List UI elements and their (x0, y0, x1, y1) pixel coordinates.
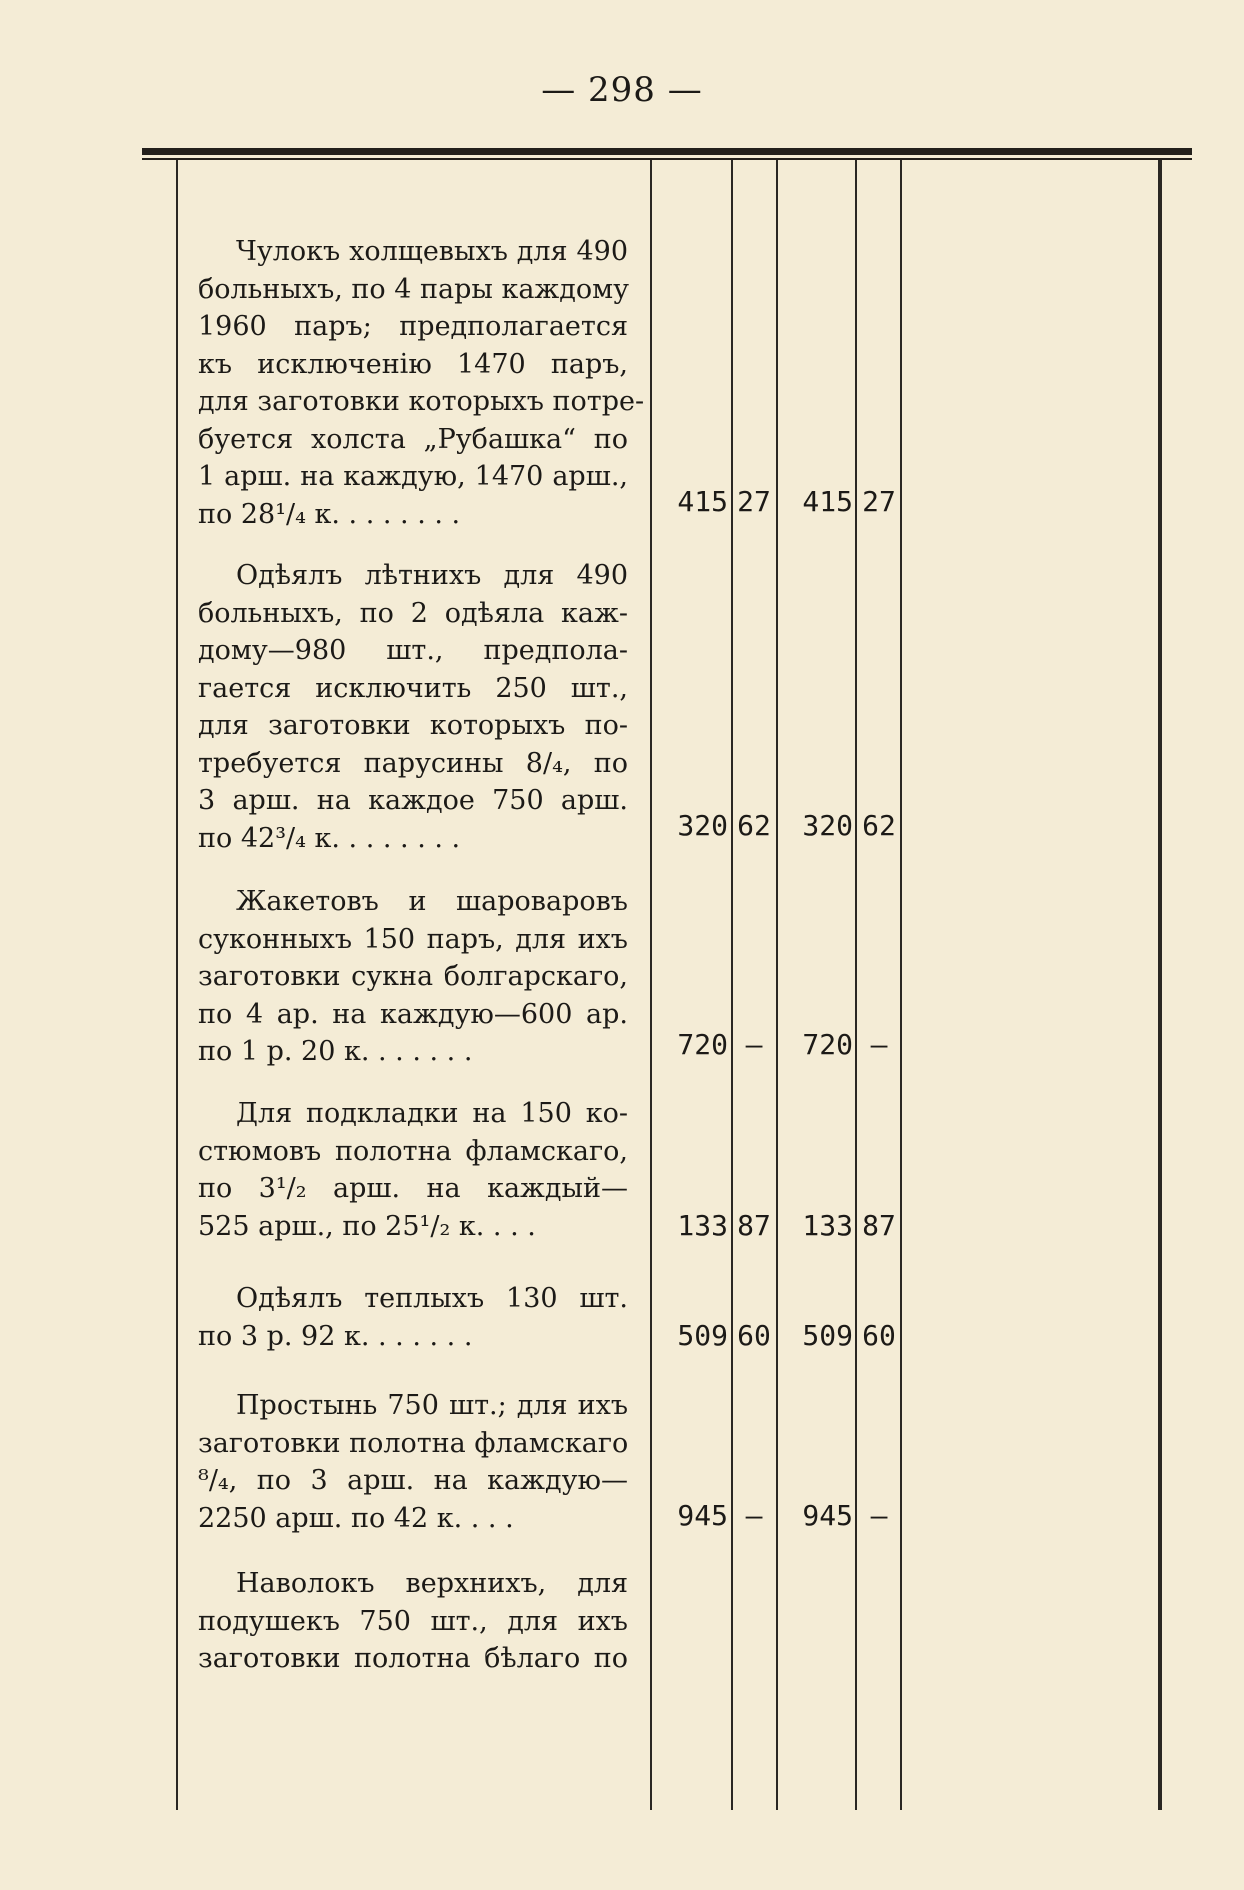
entry-line: гается исключить 250 шт., (198, 672, 628, 704)
amount2-rub: 320 (802, 809, 853, 842)
amount1-kop: 87 (737, 1209, 771, 1242)
amount1-kop: — (745, 1028, 763, 1061)
amount2-kop: — (870, 1028, 888, 1061)
entry-line: для заготовки которыхъ по- (198, 710, 628, 741)
entry-line: подушекъ 750 шт., для ихъ (198, 1605, 628, 1637)
amount1-kop: 62 (737, 809, 771, 842)
entry-line: 525 арш., по 25¹/₂ к. . . . (198, 1210, 536, 1242)
entry-line: Одѣялъ лѣтнихъ для 490 (236, 560, 628, 591)
entry-line: буется холста „Рубашка“ по (198, 423, 628, 455)
entry-line: заготовки полотна бѣлаго по (198, 1643, 628, 1674)
entry (198, 1280, 628, 1355)
entry-line: по 42³/₄ к. . . . . . . . (198, 822, 461, 854)
amount1-kop: — (745, 1499, 763, 1532)
entry-line: Одѣялъ теплыхъ 130 шт. (236, 1283, 628, 1314)
header-rule (142, 148, 1192, 155)
entry-line: по 28¹/₄ к. . . . . . . . (198, 498, 461, 530)
amount2-kop: 87 (862, 1209, 896, 1242)
column-rule-amount2-rub (776, 160, 778, 1810)
amount1-rub: 720 (677, 1028, 728, 1061)
entry-line: по 3¹/₂ арш. на каждый— (198, 1173, 628, 1204)
entry-line: заготовки полотна фламскаго (198, 1427, 629, 1459)
entry-line: стюмовъ полотна фламскаго, (198, 1135, 628, 1167)
entry (198, 557, 628, 857)
entry-line: ⁸/₄, по 3 арш. на каждую— (198, 1465, 628, 1496)
column-rule-amount2-kop (855, 160, 857, 1810)
entry-line: больныхъ, по 2 одѣяла каж- (198, 597, 628, 629)
amount2-rub: 509 (802, 1319, 853, 1352)
amount1-rub: 509 (677, 1319, 728, 1352)
page-number: — 298 — (541, 70, 703, 110)
header-rule-thin (142, 158, 1192, 160)
entry-line: Простынь 750 шт.; для ихъ (236, 1390, 628, 1421)
entry-line: больныхъ, по 4 пары каждому (198, 273, 630, 305)
column-rule-amount1-kop (731, 160, 733, 1810)
amount1-kop: 60 (737, 1319, 771, 1352)
amount1-rub: 320 (677, 809, 728, 842)
amount1-rub: 945 (677, 1499, 728, 1532)
entry (198, 883, 628, 1071)
entry-line: 1960 паръ; предполагается (198, 311, 628, 342)
amount2-kop: 27 (862, 485, 896, 518)
amount2-kop: 60 (862, 1319, 896, 1352)
entry (198, 1565, 628, 1678)
entry-line: требуется парусины 8/₄, по (198, 747, 628, 779)
entry-line: по 1 р. 20 к. . . . . . . (198, 1036, 473, 1067)
entry-line: для заготовки которыхъ потре- (198, 386, 645, 417)
amount2-kop: 62 (862, 809, 896, 842)
entry-line: Наволокъ верхнихъ, для (236, 1568, 628, 1599)
entry-line: дому—980 шт., предпола- (198, 635, 628, 666)
entry (198, 1387, 628, 1537)
entry-line: заготовки сукна болгарскаго, (198, 961, 628, 992)
entry-line: Чулокъ холщевыхъ для 490 (236, 236, 628, 267)
amount1-rub: 415 (677, 485, 728, 518)
entry-line: по 3 р. 92 к. . . . . . . (198, 1320, 473, 1352)
entry-line: суконныхъ 150 паръ, для ихъ (198, 923, 628, 955)
amount1-kop: 27 (737, 485, 771, 518)
amount2-rub: 133 (802, 1209, 853, 1242)
column-rule-left (176, 160, 178, 1810)
amount2-rub: 415 (802, 485, 853, 518)
amount2-rub: 720 (802, 1028, 853, 1061)
entry-line: 2250 арш. по 42 к. . . . (198, 1502, 514, 1534)
entry-line: Для подкладки на 150 ко- (236, 1098, 628, 1129)
column-rule-right (1158, 160, 1162, 1810)
entry (198, 1095, 628, 1245)
entry-line: Жакетовъ и шароваровъ (236, 886, 628, 917)
entry (198, 233, 645, 533)
entry-line: 3 арш. на каждое 750 арш. (198, 785, 628, 816)
entry-line: по 4 ар. на каждую—600 ар. (198, 998, 628, 1030)
column-rule-amount2-end (900, 160, 902, 1810)
amount2-kop: — (870, 1499, 888, 1532)
amount1-rub: 133 (677, 1209, 728, 1242)
entry-line: къ исключенію 1470 паръ, (198, 348, 628, 380)
entry-line: 1 арш. на каждую, 1470 арш., (198, 461, 628, 492)
column-rule-amount1-rub (650, 160, 652, 1810)
amount2-rub: 945 (802, 1499, 853, 1532)
